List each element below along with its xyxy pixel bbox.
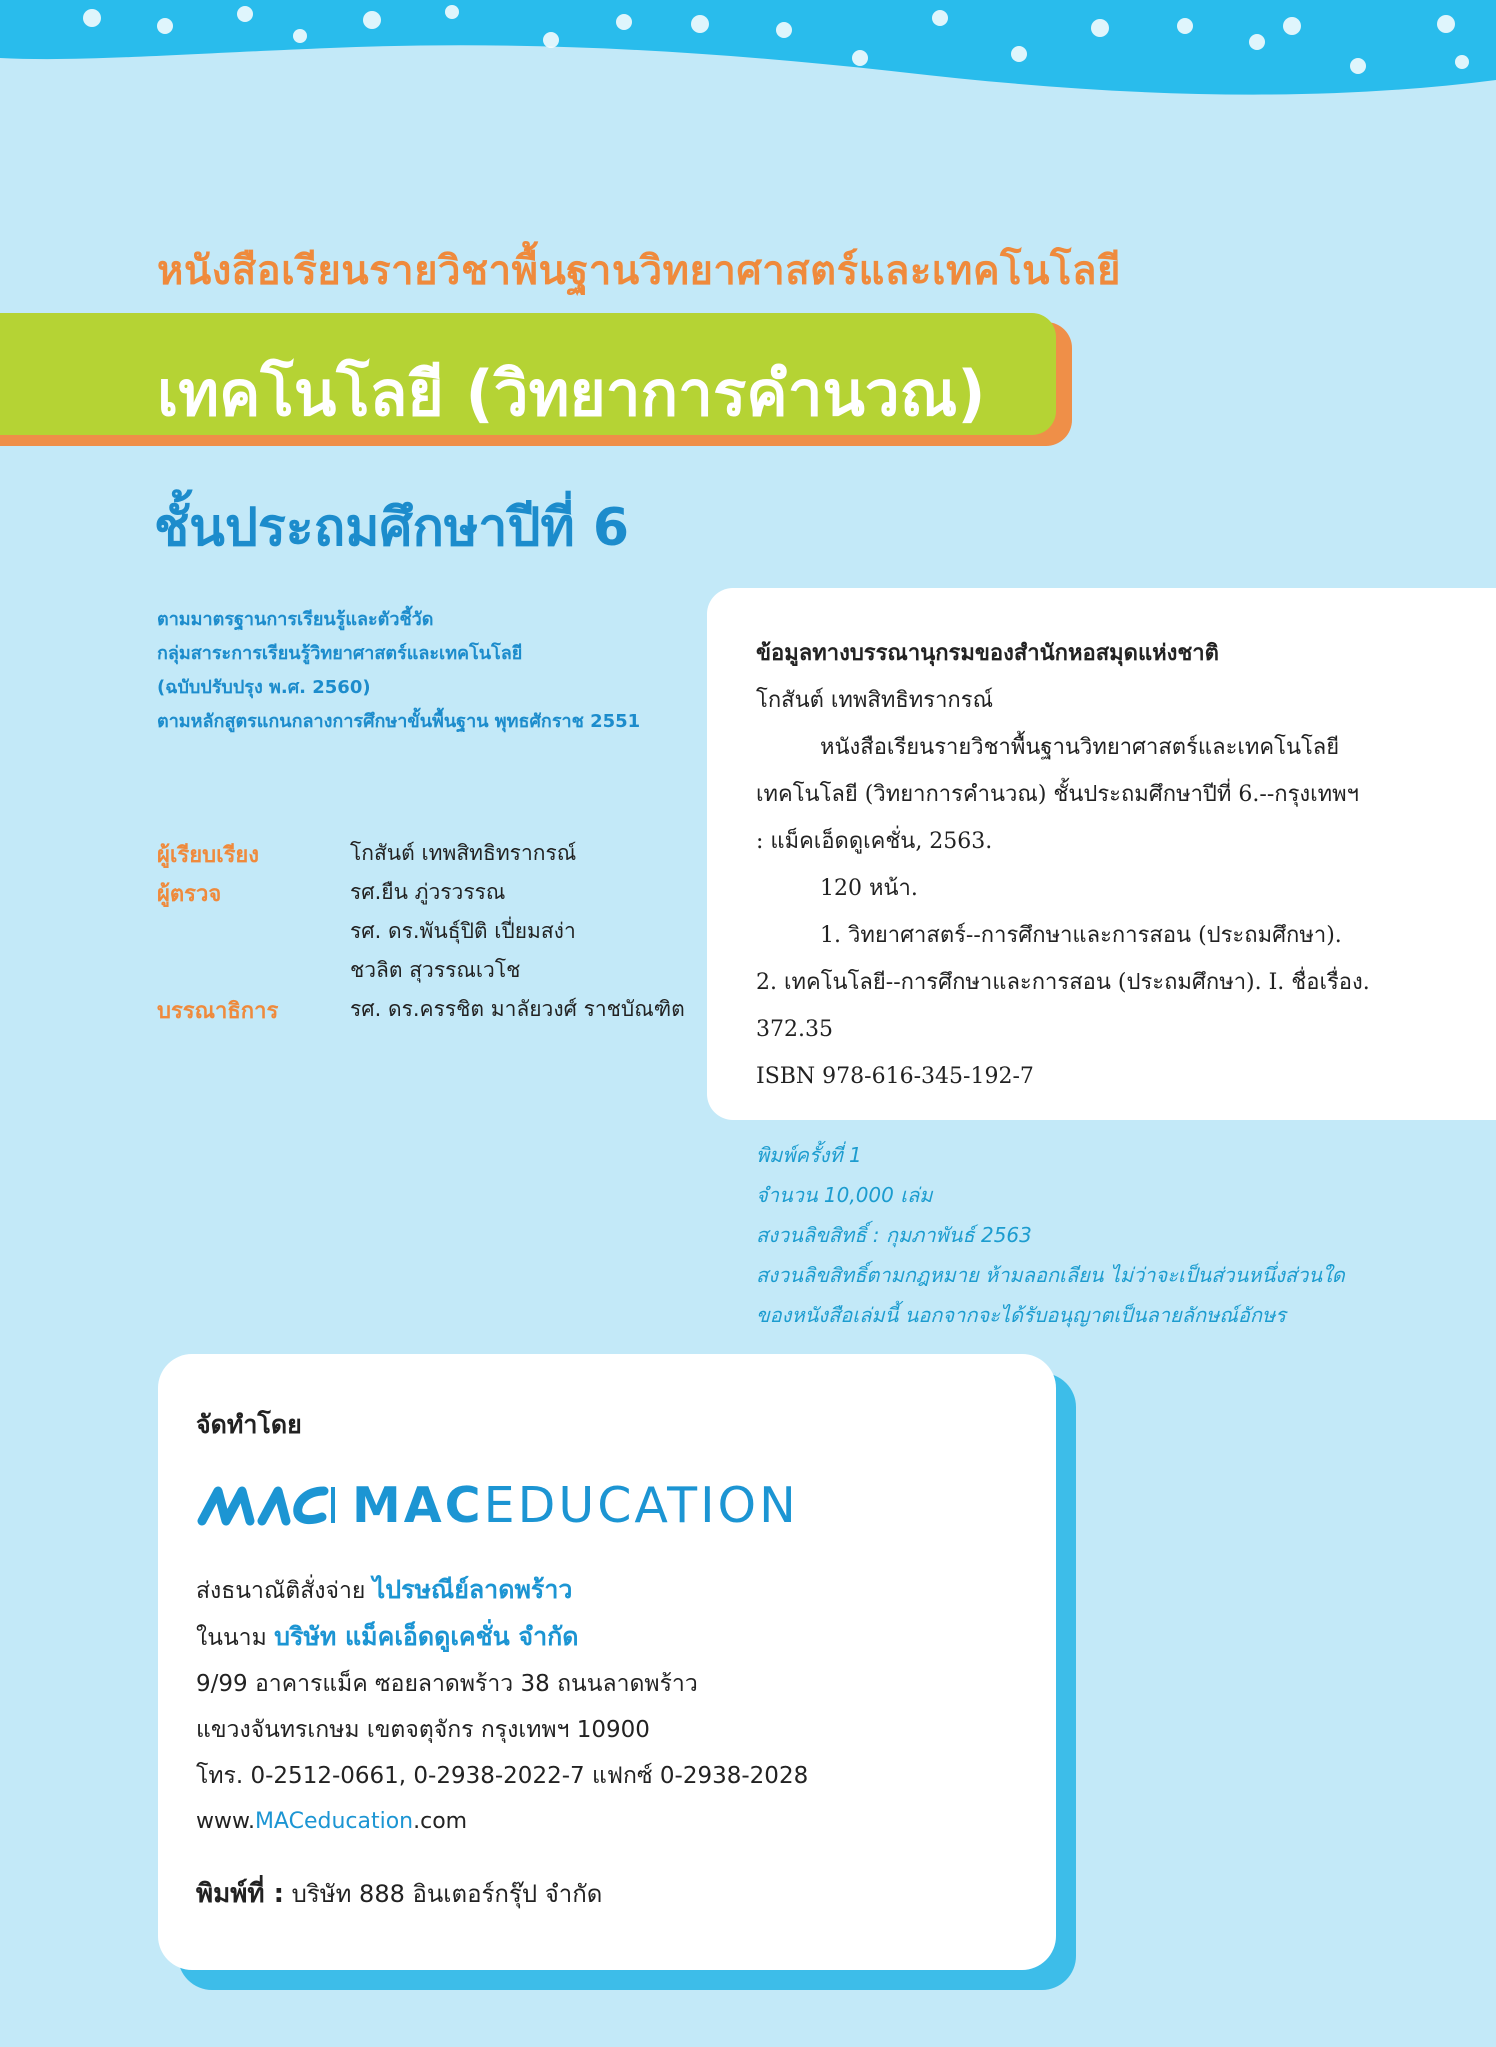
cataloging-classification: 372.35: [756, 1017, 833, 1042]
publisher-info: [196, 1405, 808, 1914]
mac-logo-mark-icon: [196, 1483, 330, 1527]
money-order-value: ไปรษณีย์ลาดพร้าว: [372, 1575, 573, 1604]
money-order-label: ส่งธนาณัติสั่งจ่าย: [196, 1578, 366, 1604]
curriculum-line: ตามมาตรฐานการเรียนรู้และตัวชี้วัด: [157, 609, 434, 630]
print-info-line: สงวนลิขสิทธิ์ตามกฎหมาย ห้ามลอกเลียน ไม่ว่าจะเป็นส่วนหนึ่งส่วนใด: [756, 1263, 1345, 1287]
credit-role: ผู้ตรวจ: [157, 882, 222, 907]
curriculum-block: [157, 603, 640, 739]
cataloging-subject: 1. วิทยาศาสตร์--การศึกษาและการสอน (ประถมศึกษา).: [820, 923, 1342, 948]
credit-name: โกสันต์ เทพสิทธิทรากรณ์: [350, 841, 577, 865]
credit-role: ผู้เรียบเรียง: [157, 843, 260, 868]
credit-name: รศ. ดร.พันธุ์ปิติ เปี่ยมสง่า: [350, 919, 576, 943]
website-link[interactable]: [196, 1799, 808, 1845]
credit-name: ชวลิต สุวรรณเวโช: [350, 958, 521, 982]
printer-label: พิมพ์ที่ :: [196, 1879, 285, 1909]
web-suffix: .com: [413, 1809, 468, 1834]
web-brand: MACeducation: [254, 1809, 414, 1834]
produced-by-label: จัดทำโดย: [196, 1410, 302, 1439]
print-info-line: จำนวน 10,000 เล่ม: [756, 1183, 933, 1207]
address-line: แขวงจันทรเกษม เขตจตุจักร กรุงเทพฯ 10900: [196, 1717, 650, 1743]
curriculum-line: ตามหลักสูตรแกนกลางการศึกษาขั้นพื้นฐาน พุทธศักราช 2551: [157, 711, 641, 732]
cataloging-title: หนังสือเรียนรายวิชาพื้นฐานวิทยาศาสตร์และเทคโนโลยี: [820, 735, 1340, 760]
curriculum-line: (ฉบับปรับปรุง พ.ศ. 2560): [157, 677, 371, 698]
grade-level: ชั้นประถมศึกษาปีที่ 6: [154, 498, 630, 558]
cataloging-heading: ข้อมูลทางบรรณานุกรมของสำนักหอสมุดแห่งชาติ: [756, 641, 1219, 666]
print-info-block: [756, 1135, 1345, 1335]
money-order-line: [196, 1567, 808, 1614]
credit-name: รศ. ดร.ครรชิต มาลัยวงศ์ ราชบัณฑิต: [350, 997, 685, 1021]
top-wave-decoration: [0, 0, 1496, 110]
web-prefix: www.: [196, 1809, 255, 1834]
cataloging-author: โกสันต์ เทพสิทธิทรากรณ์: [756, 688, 993, 713]
series-title: หนังสือเรียนรายวิชาพื้นฐานวิทยาศาสตร์และเทคโนโลยี: [157, 248, 1121, 294]
logo-wordmark: [352, 1477, 799, 1534]
logo-divider: [330, 1483, 336, 1527]
print-info-line: ของหนังสือเล่มนี้ นอกจากจะได้รับอนุญาตเป็นลายลักษณ์อักษร: [756, 1303, 1286, 1327]
isbn: ISBN 978-616-345-192-7: [756, 1064, 1034, 1089]
cataloging-subject: 2. เทคโนโลยี--การศึกษาและการสอน (ประถมศึกษา). I. ชื่อเรื่อง.: [756, 970, 1370, 995]
address-line: 9/99 อาคารแม็ค ซอยลาดพร้าว 38 ถนนลาดพร้าว: [196, 1671, 698, 1697]
payee-label: ในนาม: [196, 1625, 267, 1651]
phone-line: โทร. 0-2512-0661, 0-2938-2022-7 แฟกซ์ 0-2938-2028: [196, 1763, 809, 1789]
book-title: เทคโนโลยี (วิทยาการคำนวณ): [157, 357, 986, 430]
cataloging-data: [756, 630, 1370, 1100]
cataloging-publisher: : แม็คเอ็ดดูเคชั่น, 2563.: [756, 829, 993, 854]
logo-light-text: EDUCATION: [483, 1476, 799, 1534]
print-info-line: สงวนลิขสิทธิ์ : กุมภาพันธ์ 2563: [756, 1223, 1032, 1247]
logo-bold-text: MAC: [352, 1476, 484, 1534]
payee-value: บริษัท แม็คเอ็ดดูเคชั่น จำกัด: [274, 1622, 579, 1651]
print-info-line: พิมพ์ครั้งที่ 1: [756, 1143, 862, 1167]
printer-line: [196, 1873, 808, 1914]
cataloging-pages: 120 หน้า.: [820, 876, 918, 901]
cataloging-title-cont: เทคโนโลยี (วิทยาการคำนวณ) ชั้นประถมศึกษาปีที่ 6.--กรุงเทพฯ: [756, 782, 1360, 807]
printer-name: บริษัท 888 อินเตอร์กรุ๊ป จำกัด: [291, 1880, 603, 1908]
curriculum-line: กลุ่มสาระการเรียนรู้วิทยาศาสตร์และเทคโนโลยี: [157, 643, 523, 664]
credit-name: รศ.ยืน ภู่วรวรรณ: [350, 880, 506, 904]
payee-line: [196, 1614, 808, 1661]
credit-role: บรรณาธิการ: [157, 999, 279, 1024]
mac-education-logo: [196, 1475, 808, 1535]
